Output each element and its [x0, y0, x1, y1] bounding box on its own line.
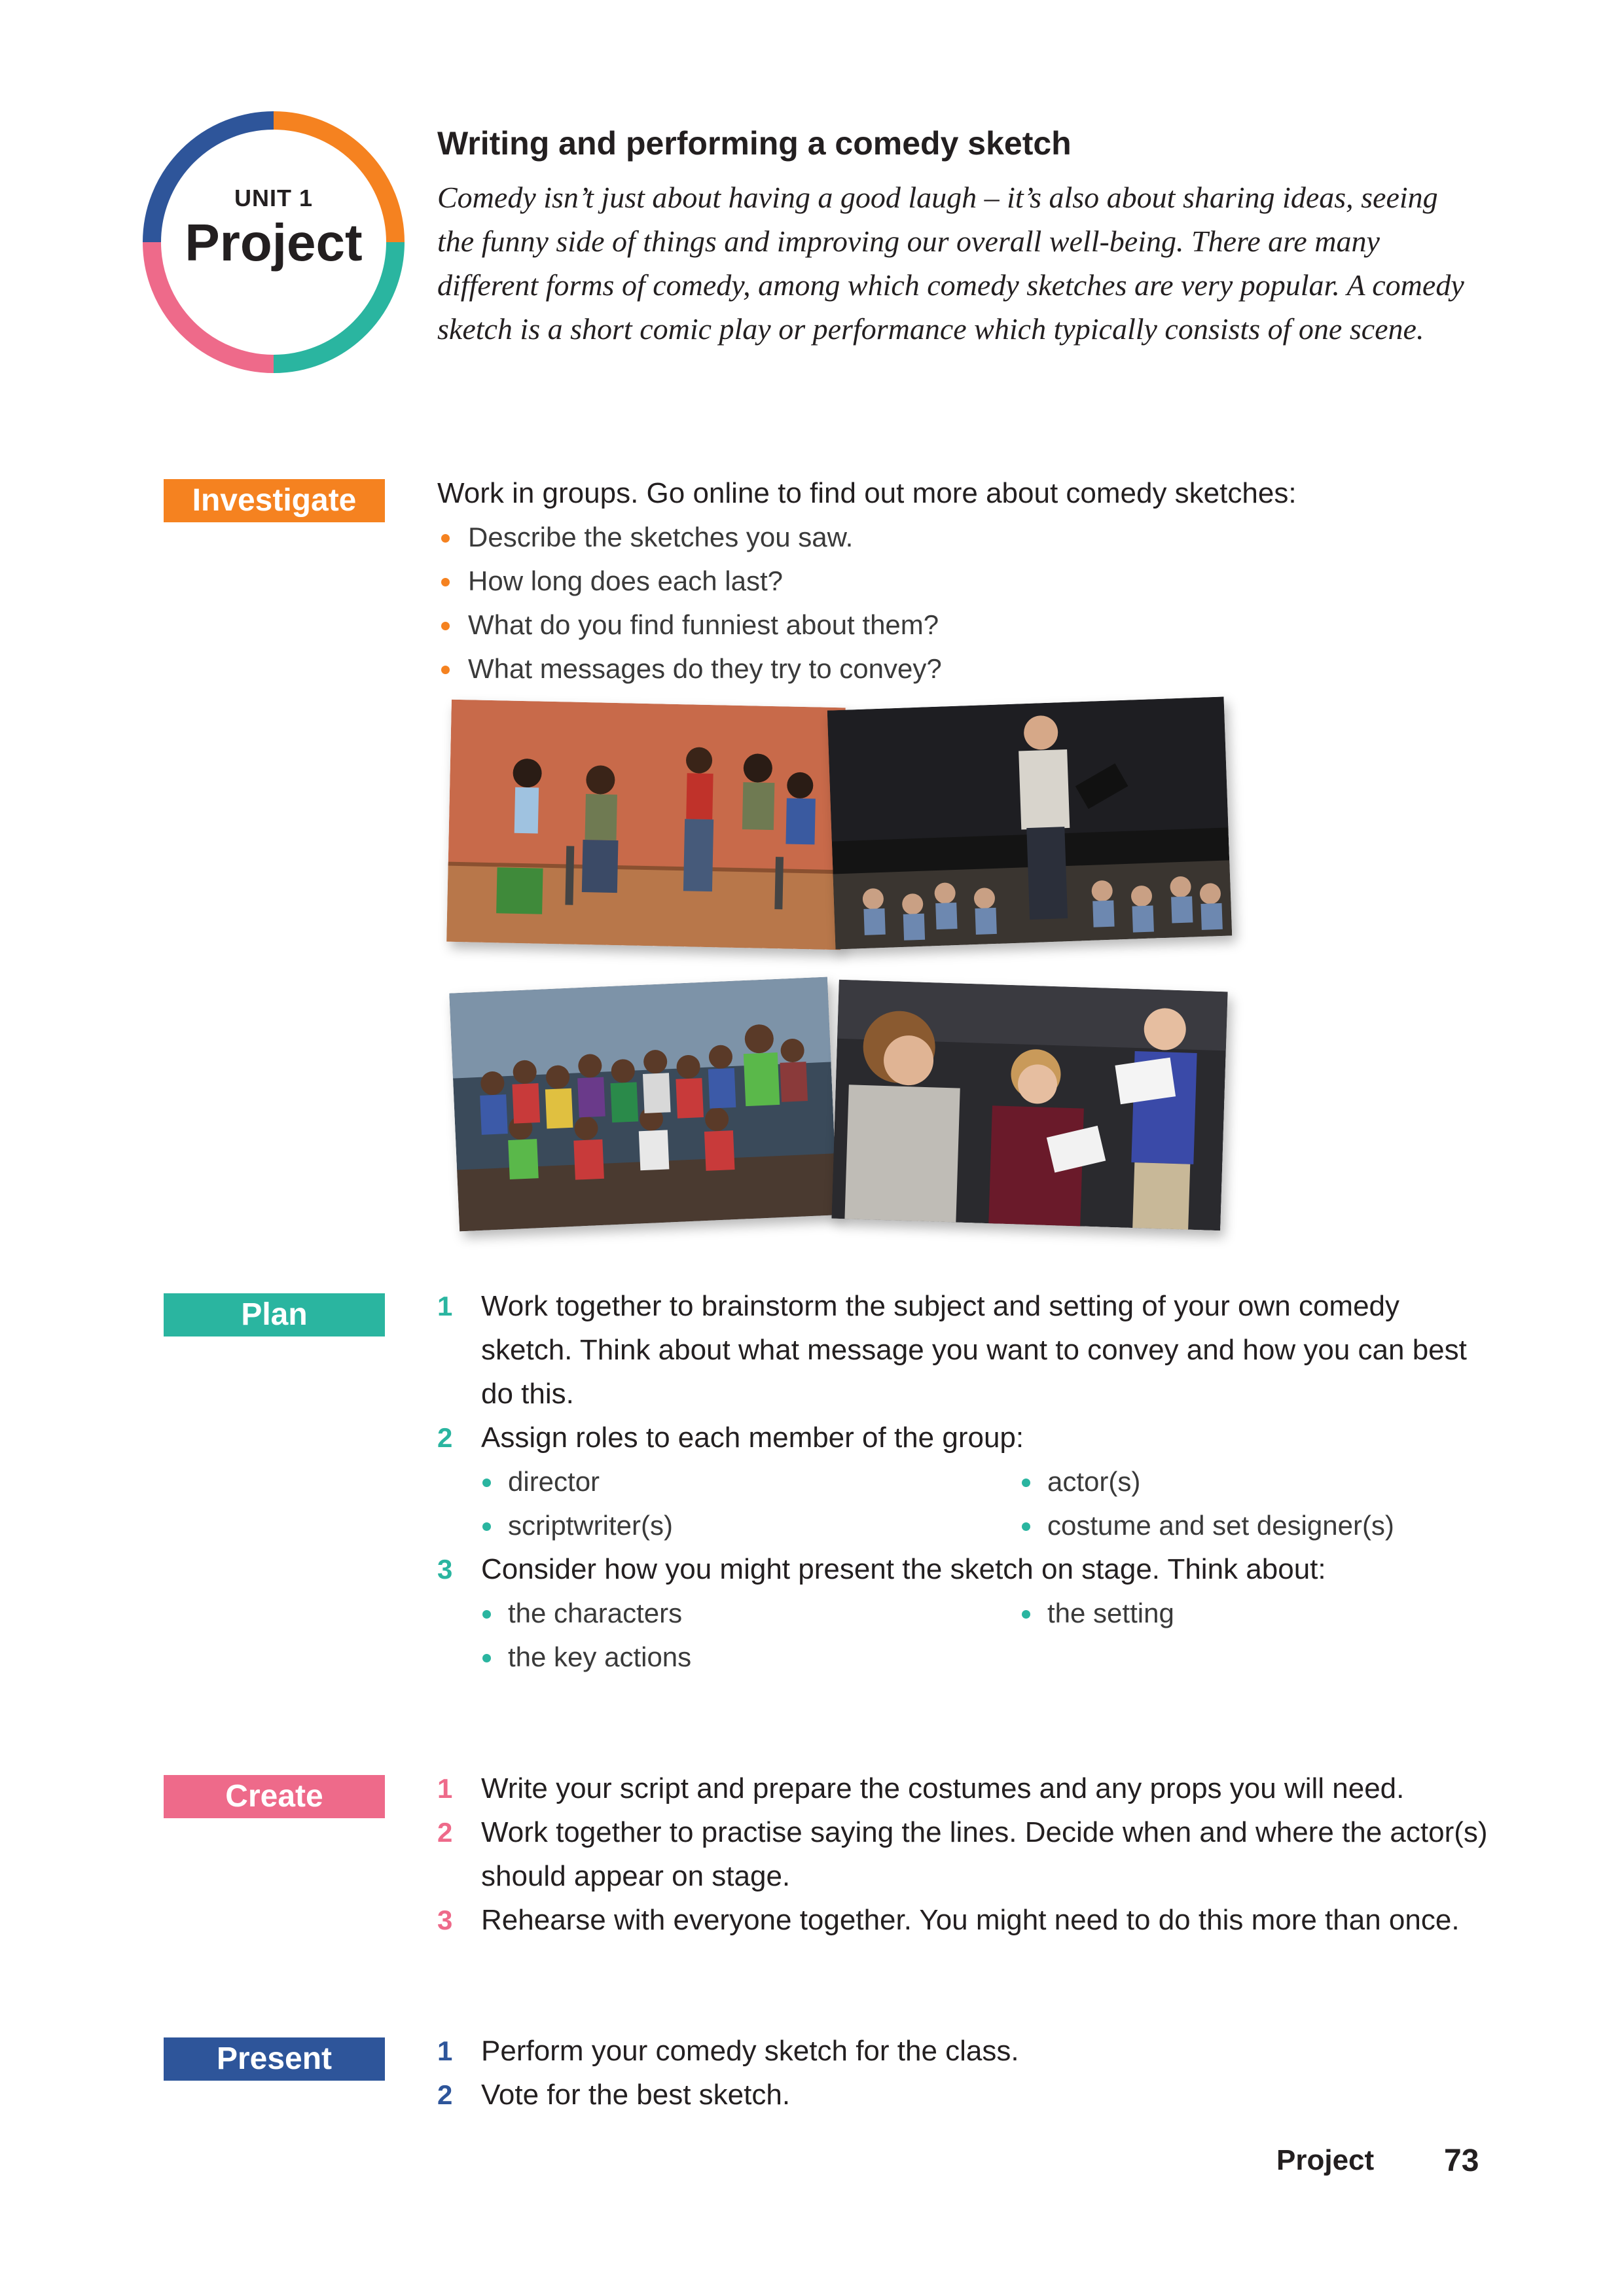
list-item [437, 515, 1550, 559]
item-number: 3 [437, 1554, 453, 1585]
bullet-icon [1022, 1610, 1030, 1619]
list-item [437, 1284, 1498, 1416]
sub-item-text: actor(s) [1047, 1466, 1141, 1497]
sub-item-text: director [508, 1466, 600, 1497]
bullet-icon [441, 622, 450, 630]
intro-paragraph: Comedy isn’t just about having a good laugh – it’s also about sharing ideas, seeing the funny side of things and improving our overall well-being. There are many different forms of comedy, among which comedy sketches are very popular. A comedy sketch is a short comic play or performance which typically consists of one scene. [437, 181, 1464, 346]
item-number: 3 [437, 1905, 453, 1935]
presentation-list [481, 1591, 1498, 1679]
sub-item-text: the characters [508, 1598, 683, 1628]
sub-item [481, 1591, 1020, 1635]
unit-badge [143, 111, 405, 373]
item-text: Vote for the best sketch. [481, 2079, 791, 2111]
investigate-intro: Work in groups. Go online to find out more about comedy sketches: [437, 477, 1297, 509]
item-text: Consider how you might present the sketch on stage. Think about: [481, 1553, 1326, 1585]
label-investigate: Investigate [164, 479, 385, 522]
bullet-icon [482, 1610, 491, 1619]
bullet-icon [1022, 1522, 1030, 1531]
list-item [437, 1767, 1498, 1810]
sub-item [1020, 1591, 1413, 1635]
list-item [437, 603, 1550, 647]
plan-list [437, 1284, 1498, 1679]
list-item [437, 559, 1550, 603]
bullet-icon [441, 578, 450, 586]
bullet-icon [482, 1479, 491, 1487]
present-list [437, 2029, 1498, 2117]
item-number: 1 [437, 1291, 453, 1321]
investigate-list [437, 515, 1550, 691]
list-item-text: How long does each last? [468, 565, 783, 596]
item-number: 1 [437, 2036, 453, 2066]
badge-title: Project [185, 213, 363, 272]
list-item-text: What do you find funniest about them? [468, 609, 939, 640]
item-number: 2 [437, 1422, 453, 1453]
roles-list [481, 1460, 1498, 1547]
list-item-text: Describe the sketches you saw. [468, 522, 854, 552]
label-plan: Plan [164, 1293, 385, 1336]
sub-item-text: the key actions [508, 1641, 692, 1672]
item-text: Work together to brainstorm the subject and setting of your own comedy sketch. Think about what message you want to convey and how you can best do this. [481, 1290, 1467, 1410]
list-item [437, 1810, 1498, 1898]
bullet-icon [441, 666, 450, 674]
list-item [437, 647, 1550, 691]
photo-stage-chairs [446, 700, 846, 950]
list-item-text: What messages do they try to convey? [468, 653, 942, 684]
list-item [437, 1898, 1498, 1942]
bullet-icon [1022, 1479, 1030, 1487]
bullet-icon [482, 1654, 491, 1662]
label-create: Create [164, 1775, 385, 1818]
list-item [437, 1547, 1498, 1591]
sub-item [481, 1460, 1020, 1503]
photo-script-reading [831, 980, 1227, 1230]
footer-section-label: Project [1276, 2144, 1375, 2176]
sub-item-text: costume and set designer(s) [1047, 1510, 1394, 1541]
photo-group-cast [449, 977, 837, 1232]
photo-actor-reading [827, 697, 1232, 950]
list-item [437, 1416, 1498, 1460]
item-text: Work together to practise saying the lines. Decide when and where the actor(s) should appear on stage. [481, 1816, 1488, 1892]
list-item [437, 2073, 1498, 2117]
sub-item-text: the setting [1047, 1598, 1174, 1628]
item-text: Rehearse with everyone together. You might need to do this more than once. [481, 1904, 1460, 1936]
sub-item-text: scriptwriter(s) [508, 1510, 673, 1541]
item-number: 2 [437, 2079, 453, 2110]
create-list [437, 1767, 1498, 1942]
sub-item [481, 1635, 1020, 1679]
page-heading: Writing and performing a comedy sketch [437, 125, 1072, 162]
badge-unit: UNIT 1 [234, 185, 313, 211]
label-present: Present [164, 2037, 385, 2081]
bullet-icon [482, 1522, 491, 1531]
item-number: 2 [437, 1817, 453, 1848]
item-number: 1 [437, 1773, 453, 1804]
page-number: 73 [1444, 2144, 1479, 2178]
sub-item [481, 1503, 1020, 1547]
item-text: Perform your comedy sketch for the class. [481, 2035, 1019, 2067]
sub-item [1020, 1460, 1413, 1503]
bullet-icon [441, 534, 450, 543]
sub-item [1020, 1503, 1413, 1547]
list-item [437, 2029, 1498, 2073]
item-text: Write your script and prepare the costumes and any props you will need. [481, 1772, 1405, 1804]
item-text: Assign roles to each member of the group: [481, 1422, 1024, 1454]
